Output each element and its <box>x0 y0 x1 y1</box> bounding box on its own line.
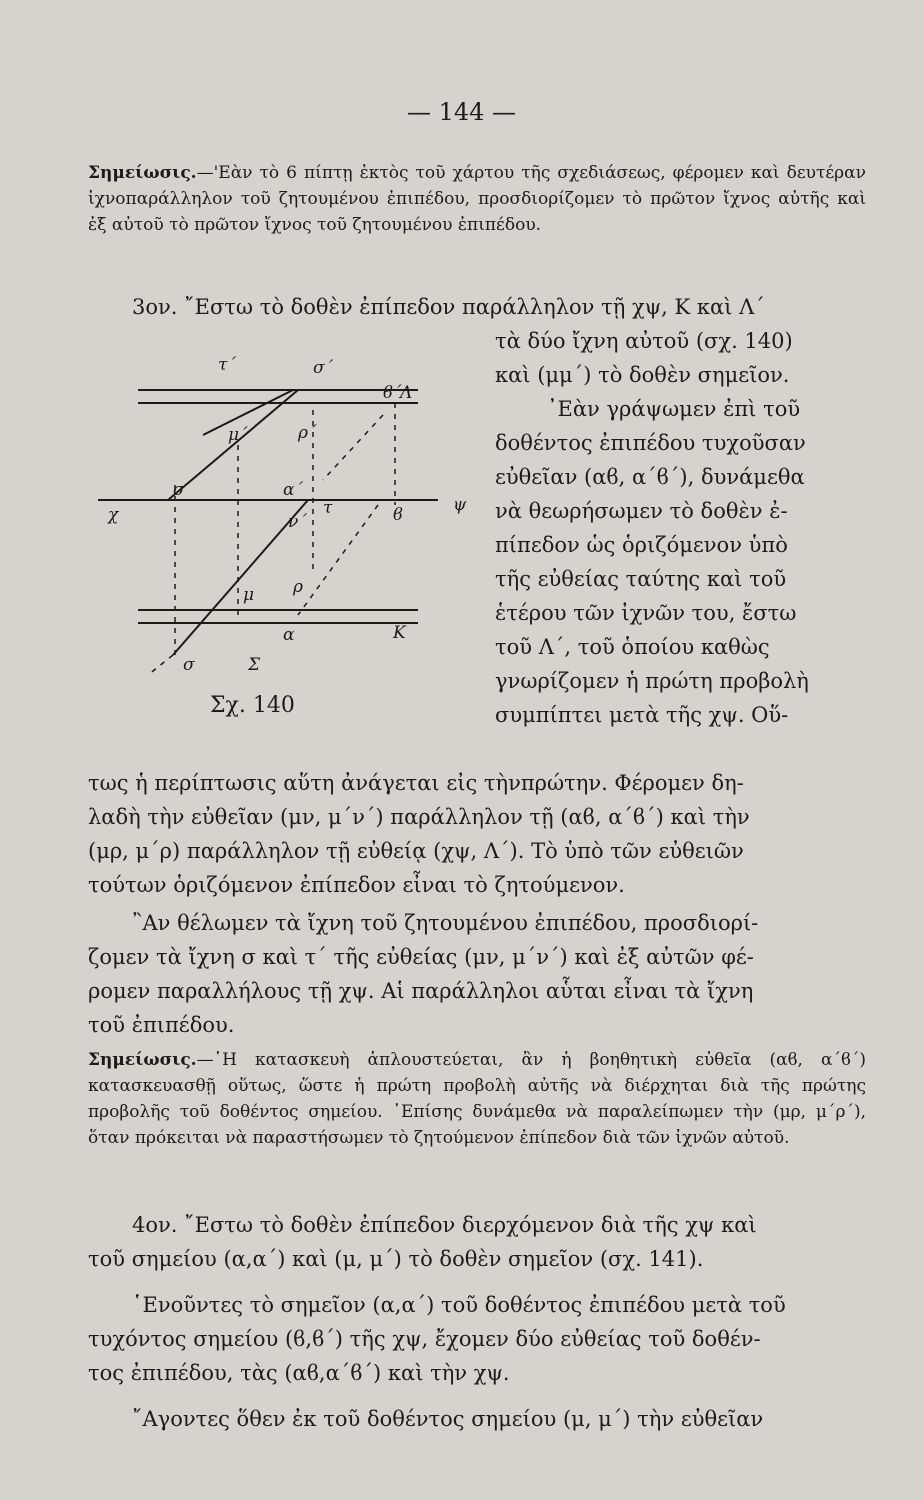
label: ϐ΄ <box>383 383 402 403</box>
case3-first-line <box>88 290 866 324</box>
text-line: τοῦ σημείου (α,α΄) καὶ (μ, μ΄) τὸ δοθὲν σημεῖον (σχ. 141). <box>88 1247 704 1271</box>
label: Σ <box>248 655 261 675</box>
dashed-line <box>298 505 378 615</box>
text-line: τῆς εὐθείας ταύτης καὶ τοῦ <box>495 567 787 591</box>
text-line: ᾿Εὰν γράψωμεν ἐπὶ τοῦ <box>547 397 801 421</box>
label: Λ <box>400 383 413 403</box>
projection-line <box>168 390 298 500</box>
label: σ <box>183 655 195 675</box>
text-line: δοθέντος ἐπιπέδου τυχοῦσαν <box>495 431 806 455</box>
case3-continuation <box>88 766 866 902</box>
label: α΄ <box>283 480 303 500</box>
label: σ <box>173 480 185 500</box>
note-paragraph-1 <box>88 160 866 238</box>
text-line: τυχόντος σημείου (ϐ,ϐ΄) τῆς χψ, ἔχομεν δύο εὐθείας τοῦ δοθέν- <box>88 1327 761 1351</box>
text-line: ἑτέρου τῶν ἰχνῶν του, ἔστω <box>495 601 797 625</box>
label: τ <box>323 498 333 518</box>
text-line: νὰ θεωρήσωμεν τὸ δοθὲν ἐ- <box>495 499 788 523</box>
text-line: τως ἡ περίπτωσις αὕτη ἀνάγεται εἰς τὴνπρώτην. Φέρομεν δη- <box>88 771 744 795</box>
note-label: Σημείωσις. <box>88 163 197 183</box>
text-line: συμπίπτει μετὰ τῆς χψ. Οὕ- <box>495 703 789 727</box>
text-line: καὶ (μμ΄) τὸ δοθὲν σημεῖον. <box>495 363 790 387</box>
note-paragraph-2 <box>88 1047 866 1151</box>
label: ϐ <box>393 505 403 525</box>
text-line: ῍Αν θέλωμεν τὰ ἴχνη τοῦ ζητουμένου ἐπιπέδου, προσδιορί- <box>132 911 759 935</box>
label: μ <box>243 585 255 605</box>
text-line: 4ον. ῎Εστω τὸ δοθὲν ἐπίπεδον διερχόμενον διὰ τῆς χψ καὶ <box>132 1213 757 1237</box>
label: χ <box>108 505 119 525</box>
note-label: Σημείωσις. <box>88 1050 197 1070</box>
label: μ΄ <box>228 425 248 445</box>
text-line: τὰ δύο ἴχνη αὐτοῦ (σχ. 140) <box>495 329 793 353</box>
text-line: ζομεν τὰ ἴχνη σ καὶ τ΄ τῆς εὐθείας (μν, μ΄ν΄) καὶ ἐξ αὐτῶν φέ- <box>88 945 754 969</box>
case4-paragraph <box>88 1208 866 1436</box>
text-line: λαδὴ τὴν εὐθεῖαν (μν, μ΄ν΄) παράλληλον τῇ (αϐ, α΄ϐ΄) καὶ τὴν <box>88 805 750 829</box>
figure-caption: Σχ. 140 <box>210 693 295 718</box>
text-line: γνωρίζομεν ἡ πρώτη προβολὴ <box>495 669 809 693</box>
label: ψ <box>453 495 467 515</box>
case3-right-column <box>495 324 866 732</box>
text-line: ρομεν παραλλήλους τῇ χψ. Αἱ παράλληλοι αὗται εἶναι τὰ ἴχνη <box>88 979 754 1003</box>
text-line: τοῦ Λ΄, τοῦ ὁποίου καθὼς <box>495 635 770 659</box>
geometry-diagram <box>88 355 478 735</box>
label: ρ΄ <box>298 423 317 443</box>
dashed-line <box>148 655 173 675</box>
text-line: (μρ, μ΄ρ) παράλληλον τῇ εὐθείᾳ (χψ, Λ΄). Τὸ ὑπὸ τῶν εὐθειῶν <box>88 839 744 863</box>
label: σ΄ <box>313 358 334 378</box>
label: Κ <box>393 623 406 643</box>
page-number: — 144 — <box>406 98 517 126</box>
text-line: ῾Ενοῦντες τὸ σημεῖον (α,α΄) τοῦ δοθέντος ἐπιπέδου μετὰ τοῦ <box>132 1293 786 1317</box>
text-line: ῎Αγοντες ὅθεν ἐκ τοῦ δοθέντος σημείου (μ, μ΄) τὴν εὐθεῖαν <box>132 1407 764 1431</box>
figure-140 <box>88 355 478 735</box>
label: α <box>283 625 295 645</box>
text-line: τος ἐπιπέδου, τὰς (αϐ,α΄ϐ΄) καὶ τὴν χψ. <box>88 1361 510 1385</box>
label: ρ <box>293 577 303 597</box>
label: ν΄ <box>288 512 307 532</box>
text-line: εὐθεῖαν (αϐ, α΄ϐ΄), δυνάμεθα <box>495 465 805 489</box>
note-text: —῾Η κατασκευὴ ἁπλουστεύεται, ἂν ἡ βοηθητικὴ εὐθεῖα (αϐ, α΄ϐ΄) κατασκευασθῇ οὕτως, ὥστε ἡ πρώτη προβολὴ αὐτῆς νὰ διέρχηται διὰ τῆς πρώτης προβολῆς τοῦ δοθέντος σημείου. ᾿Επίσης δυνάμεθα νὰ παραλείπωμεν τὴν (μρ, μ΄ρ΄), ὅταν πρόκειται νὰ παραστήσωμεν τὸ ζητούμενον ἐπίπεδον διὰ τῶν ἰχνῶν αὐτοῦ. <box>88 1050 866 1148</box>
text-line: 3ον. ῎Εστω τὸ δοθὲν ἐπίπεδον παράλληλον τῇ χψ, Κ καὶ Λ΄ <box>132 295 765 319</box>
text-line: τούτων ὁριζόμενον ἐπίπεδον εἶναι τὸ ζητούμενον. <box>88 873 625 897</box>
dashed-line <box>323 415 383 480</box>
text-line: πίπεδον ὡς ὁριζόμενον ὑπὸ <box>495 533 788 557</box>
text-line: τοῦ ἐπιπέδου. <box>88 1013 235 1037</box>
label: τ΄ <box>218 355 236 375</box>
projection-line <box>203 390 293 435</box>
note-text: —'Εὰν τὸ 6 πίπτῃ ἐκτὸς τοῦ χάρτου τῆς σχεδιάσεως, φέρομεν καὶ δευτέραν ἰχνοπαράλληλον τοῦ ζητουμένου ἐπιπέδου, προσδιορίζομεν τὸ πρῶτον ἴχνος αὐτῆς καὶ ἐξ αὐτοῦ τὸ πρῶτον ἴχνος τοῦ ζητουμένου ἐπιπέδου. <box>88 163 866 235</box>
paragraph-traces <box>88 906 866 1042</box>
